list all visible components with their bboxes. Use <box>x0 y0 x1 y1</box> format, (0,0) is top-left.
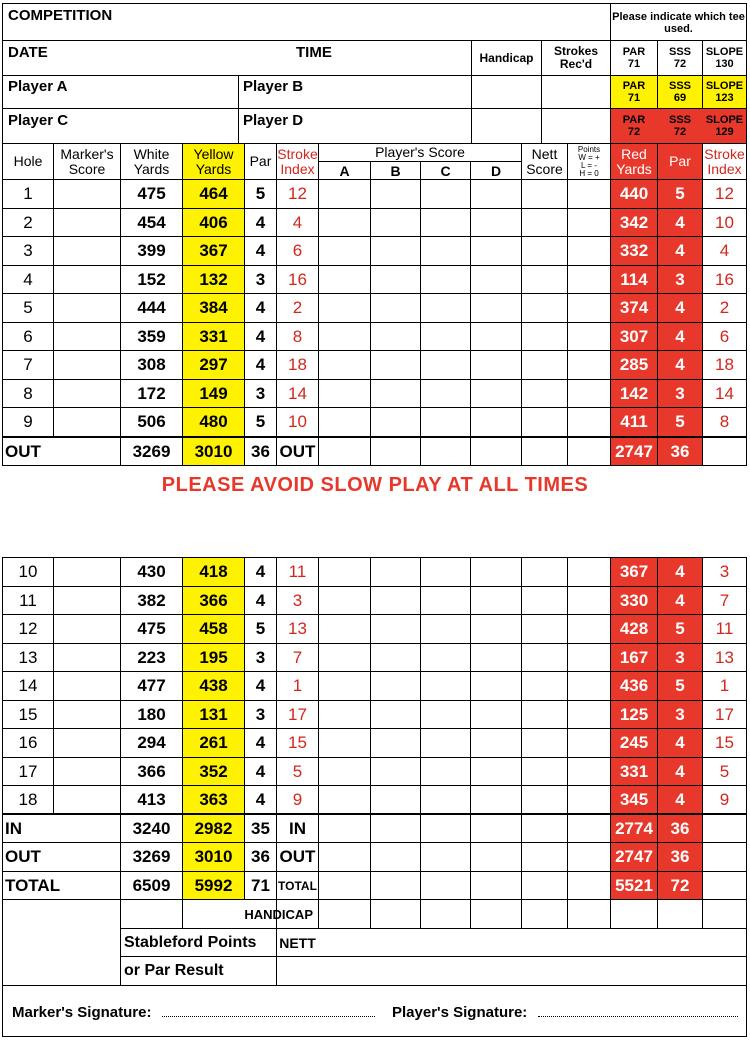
player-signature-label: Player's Signature: <box>392 1004 528 1021</box>
red-yards: 332 <box>619 241 649 260</box>
white-yards: 382 <box>137 590 166 610</box>
total-red-par: 36 <box>670 819 690 838</box>
total-yellow: 5992 <box>194 875 233 895</box>
red-stroke-index: 16 <box>715 269 734 289</box>
hole-number: 14 <box>18 676 38 695</box>
red-stroke-index: 9 <box>719 789 730 809</box>
white-yards: 399 <box>137 241 166 260</box>
white-yards: 223 <box>137 647 166 667</box>
yellow-yards: 418 <box>199 562 228 581</box>
white-yards: 359 <box>137 326 166 346</box>
red-par: 4 <box>675 241 685 260</box>
col-marker-score: Marker's Score <box>60 145 114 177</box>
hole-number: 9 <box>23 412 33 431</box>
yellow-yards: 480 <box>199 412 228 431</box>
red-stroke-index: 18 <box>715 355 734 374</box>
time-label: TIME <box>296 44 332 61</box>
white-yards: 475 <box>137 184 166 203</box>
white-yards: 413 <box>137 789 166 809</box>
total-par: 35 <box>251 819 270 838</box>
red-tee-slope: SLOPE 129 <box>705 114 744 138</box>
stroke-index: 7 <box>292 647 303 667</box>
hole-number: 7 <box>23 355 33 374</box>
total-par: 71 <box>251 875 270 895</box>
hole-number: 18 <box>18 789 38 809</box>
red-yards: 142 <box>619 383 649 403</box>
red-yards: 330 <box>619 590 649 610</box>
total-red: 2774 <box>615 819 653 838</box>
stroke-index: 14 <box>288 383 307 403</box>
hole-number: 6 <box>23 326 33 346</box>
total-white: 6509 <box>132 875 171 895</box>
par: 5 <box>255 412 266 431</box>
stroke-index: 16 <box>288 269 307 289</box>
white-yards: 366 <box>137 761 166 781</box>
red-stroke-index: 3 <box>719 562 730 581</box>
yellow-yards: 458 <box>199 619 228 638</box>
yellow-yards: 297 <box>199 355 228 374</box>
stroke-index: 17 <box>288 704 307 724</box>
red-yards: 307 <box>619 326 649 346</box>
col-red-stroke-index: Stroke Index <box>704 145 745 177</box>
stroke-index: 1 <box>292 676 303 695</box>
stableford-label: Stableford Points <box>124 933 257 951</box>
red-yards: 440 <box>619 184 649 203</box>
white-yards: 444 <box>137 298 166 317</box>
total-par: 36 <box>251 847 270 866</box>
par: 4 <box>255 761 266 781</box>
par: 4 <box>255 298 266 317</box>
total-white: 3269 <box>132 847 171 866</box>
total-red-par: 72 <box>670 875 690 895</box>
red-yards: 342 <box>619 212 649 232</box>
out-yellow: 3010 <box>194 441 233 461</box>
total-label: IN <box>5 819 22 838</box>
red-par: 4 <box>675 789 685 809</box>
red-tee-sss: SSS 72 <box>668 114 691 138</box>
col-red-yards: Red Yards <box>616 145 652 177</box>
tee-note: Please indicate which tee used. <box>612 10 745 35</box>
yellow-yards: 352 <box>199 761 228 781</box>
white-yards: 475 <box>137 619 166 638</box>
red-stroke-index: 4 <box>719 241 730 260</box>
white-yards: 294 <box>137 733 166 752</box>
yellow-tee-par: PAR 71 <box>622 80 646 104</box>
col-player-c: C <box>440 162 451 179</box>
red-par: 5 <box>675 619 685 638</box>
hole-number: 13 <box>18 647 38 667</box>
red-par: 3 <box>675 383 685 403</box>
par: 4 <box>255 733 266 752</box>
nett-footer-label: NETT <box>279 934 316 951</box>
marker-signature-line[interactable] <box>162 1016 375 1017</box>
out-par: 36 <box>251 441 270 461</box>
red-stroke-index: 5 <box>719 761 730 781</box>
stroke-index: 12 <box>288 184 307 203</box>
hole-number: 17 <box>18 761 38 781</box>
red-par: 4 <box>675 355 685 374</box>
red-par: 3 <box>675 704 685 724</box>
hole-number: 4 <box>23 269 33 289</box>
total-red: 2747 <box>615 847 653 866</box>
out-si-label: OUT <box>279 441 316 461</box>
white-yards: 430 <box>137 562 166 581</box>
yellow-yards: 132 <box>199 269 228 289</box>
stroke-index: 6 <box>292 241 303 260</box>
hole-number: 16 <box>18 733 38 752</box>
red-stroke-index: 6 <box>719 326 730 346</box>
par: 4 <box>255 789 266 809</box>
red-tee-par: PAR 72 <box>622 114 646 138</box>
player-b-label: Player B <box>243 78 304 95</box>
red-yards: 345 <box>619 789 649 809</box>
yellow-yards: 131 <box>199 704 228 724</box>
par: 5 <box>255 619 266 638</box>
strokes-recd-header: Strokes Rec'd <box>553 44 599 71</box>
total-yellow: 2982 <box>194 819 233 838</box>
handicap-footer-label: HANDICAP <box>244 906 313 922</box>
white-yards: 454 <box>137 212 166 232</box>
stroke-index: 2 <box>292 298 303 317</box>
red-stroke-index: 11 <box>715 619 734 638</box>
hole-number: 1 <box>23 184 33 203</box>
red-par: 4 <box>675 298 685 317</box>
total-yellow: 3010 <box>194 847 233 866</box>
col-yellow-yards: Yellow Yards <box>193 145 234 177</box>
date-label: DATE <box>8 44 48 61</box>
stroke-index: 8 <box>292 326 303 346</box>
player-signature-line[interactable] <box>538 1016 738 1017</box>
par: 4 <box>255 241 266 260</box>
col-nett-score: Nett Score <box>526 145 563 177</box>
hole-number: 10 <box>18 562 38 581</box>
out-label: OUT <box>5 441 41 461</box>
red-yards: 374 <box>619 298 649 317</box>
par-result-label: or Par Result <box>124 962 224 979</box>
red-yards: 285 <box>619 355 649 374</box>
white-yards: 172 <box>137 383 166 403</box>
red-stroke-index: 2 <box>719 298 730 317</box>
white-yards: 180 <box>137 704 166 724</box>
red-par: 4 <box>675 761 685 781</box>
white-tee-sss: SSS 72 <box>668 46 691 70</box>
stroke-index: 9 <box>292 789 303 809</box>
par: 3 <box>255 383 266 403</box>
par: 4 <box>255 326 266 346</box>
competition-label: COMPETITION <box>8 7 113 24</box>
yellow-yards: 195 <box>199 647 228 667</box>
red-par: 4 <box>675 562 685 581</box>
red-stroke-index: 12 <box>715 184 734 203</box>
yellow-tee-sss: SSS 69 <box>668 80 691 104</box>
red-par: 5 <box>675 676 685 695</box>
yellow-yards: 438 <box>199 676 228 695</box>
red-yards: 331 <box>619 761 649 781</box>
red-stroke-index: 1 <box>719 676 730 695</box>
col-points: Points W = + L = - H = 0 <box>577 144 601 178</box>
red-yards: 125 <box>619 704 649 724</box>
stroke-index: 5 <box>292 761 303 781</box>
par: 4 <box>255 212 266 232</box>
red-par: 4 <box>675 590 685 610</box>
yellow-yards: 384 <box>199 298 228 317</box>
stroke-index: 11 <box>288 562 307 581</box>
stroke-index: 3 <box>292 590 303 610</box>
red-par: 3 <box>675 269 685 289</box>
col-red-par: Par <box>669 153 691 169</box>
red-yards: 245 <box>619 733 649 752</box>
red-yards: 428 <box>619 619 649 638</box>
red-yards: 411 <box>620 412 648 431</box>
par: 4 <box>255 676 266 695</box>
par: 4 <box>255 590 266 610</box>
red-stroke-index: 10 <box>715 212 734 232</box>
player-c-label: Player C <box>8 112 69 129</box>
red-par: 5 <box>675 184 685 203</box>
red-stroke-index: 17 <box>715 704 734 724</box>
hole-number: 5 <box>23 298 33 317</box>
par: 3 <box>255 269 266 289</box>
white-tee-par: PAR 71 <box>622 46 646 70</box>
total-red-par: 36 <box>670 847 690 866</box>
col-stroke-index: Stroke Index <box>277 145 318 177</box>
slow-play-notice: PLEASE AVOID SLOW PLAY AT ALL TIMES <box>161 473 589 496</box>
out-red: 2747 <box>615 441 653 461</box>
hole-number: 8 <box>23 383 33 403</box>
red-stroke-index: 7 <box>719 590 730 610</box>
yellow-yards: 149 <box>199 383 228 403</box>
col-player-b: B <box>390 162 401 179</box>
yellow-yards: 464 <box>199 184 228 203</box>
col-par: Par <box>249 153 272 169</box>
out-red-par: 36 <box>670 441 690 461</box>
stroke-index: 4 <box>292 212 303 232</box>
total-si-label: TOTAL <box>278 878 317 893</box>
par: 4 <box>255 355 266 374</box>
red-par: 4 <box>675 733 685 752</box>
red-stroke-index: 8 <box>719 412 730 431</box>
total-si-label: OUT <box>279 847 316 866</box>
red-yards: 367 <box>619 562 649 581</box>
marker-signature-label: Marker's Signature: <box>12 1004 152 1021</box>
handicap-header: Handicap <box>479 51 534 65</box>
yellow-yards: 406 <box>199 212 228 232</box>
yellow-tee-slope: SLOPE 123 <box>705 80 744 104</box>
stroke-index: 13 <box>288 619 307 638</box>
red-yards: 114 <box>620 269 648 289</box>
total-label: TOTAL <box>5 875 61 895</box>
col-player-d: D <box>490 162 502 179</box>
par: 3 <box>255 704 266 724</box>
par: 3 <box>255 647 266 667</box>
yellow-yards: 366 <box>199 590 228 610</box>
red-stroke-index: 13 <box>715 647 734 667</box>
col-player-a: A <box>339 162 350 179</box>
stroke-index: 18 <box>288 355 307 374</box>
hole-number: 11 <box>19 590 37 610</box>
yellow-yards: 261 <box>199 733 228 752</box>
hole-number: 3 <box>23 241 33 260</box>
yellow-yards: 367 <box>199 241 228 260</box>
red-yards: 436 <box>619 676 649 695</box>
red-par: 4 <box>675 326 685 346</box>
red-par: 3 <box>675 647 685 667</box>
player-d-label: Player D <box>243 112 304 129</box>
par: 4 <box>255 562 266 581</box>
red-yards: 167 <box>619 647 649 667</box>
red-stroke-index: 15 <box>715 733 734 752</box>
yellow-yards: 331 <box>199 326 228 346</box>
red-par: 4 <box>675 212 685 232</box>
par: 5 <box>255 184 266 203</box>
total-red: 5521 <box>615 875 653 895</box>
white-yards: 506 <box>137 412 166 431</box>
col-players-score: Player's Score <box>375 144 465 160</box>
col-white-yards: White Yards <box>133 145 170 177</box>
stroke-index: 15 <box>288 733 307 752</box>
total-si-label: IN <box>289 819 306 838</box>
col-hole: Hole <box>13 153 43 169</box>
yellow-yards: 363 <box>199 789 228 809</box>
white-yards: 152 <box>137 269 166 289</box>
hole-number: 2 <box>23 212 33 232</box>
out-white: 3269 <box>132 441 171 461</box>
total-label: OUT <box>5 847 41 866</box>
red-stroke-index: 14 <box>715 383 734 403</box>
hole-number: 15 <box>18 704 38 724</box>
white-yards: 308 <box>137 355 166 374</box>
red-par: 5 <box>675 412 685 431</box>
stroke-index: 10 <box>288 412 307 431</box>
white-tee-slope: SLOPE 130 <box>705 46 744 70</box>
hole-number: 12 <box>18 619 38 638</box>
white-yards: 477 <box>137 676 166 695</box>
total-white: 3240 <box>132 819 171 838</box>
player-a-label: Player A <box>8 78 68 95</box>
